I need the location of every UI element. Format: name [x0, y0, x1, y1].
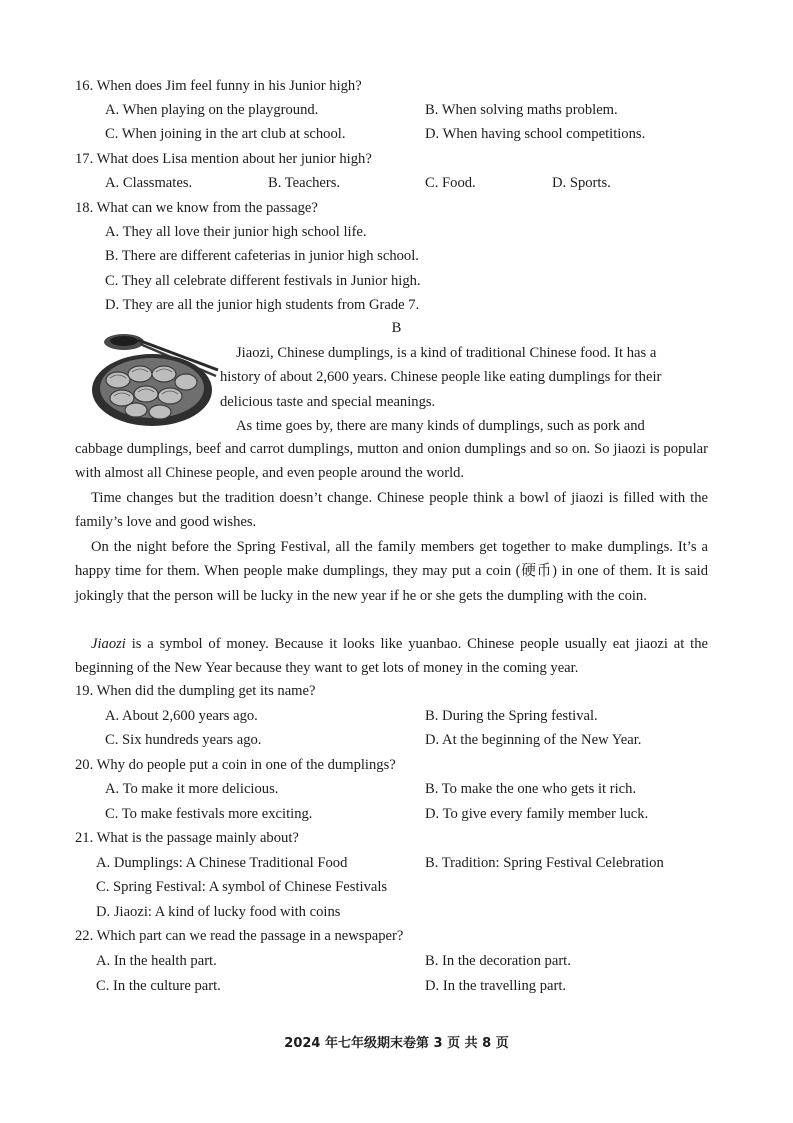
q16-option-b: B. When solving maths problem.: [425, 102, 618, 118]
q18-option-c: C. They all celebrate different festivals in Junior high.: [105, 273, 421, 289]
q22-option-c: C. In the culture part.: [96, 978, 221, 994]
q20-option-d: D. To give every family member luck.: [425, 806, 649, 822]
question-22: 22. Which part can we read the passage in a newspaper?: [75, 928, 404, 944]
q21-option-b: B. Tradition: Spring Festival Celebration: [425, 855, 664, 871]
q19-option-a: A. About 2,600 years ago.: [105, 708, 258, 724]
question-21: 21. What is the passage mainly about?: [75, 830, 299, 846]
passage-p3: Time changes but the tradition doesn’t change. Chinese people think a bowl of jiaozi is filled with the family’s love and good wishes.: [75, 490, 708, 531]
page-footer: 2024 年七年级期末卷第 3 页 共 8 页: [284, 1036, 509, 1051]
passage-p1-line2: history of about 2,600 years. Chinese people like eating dumplings for their: [220, 369, 662, 385]
passage-p1-line1: Jiaozi, Chinese dumplings, is a kind of traditional Chinese food. It has a: [236, 345, 657, 361]
question-19: 19. When did the dumpling get its name?: [75, 683, 316, 699]
q19-option-b: B. During the Spring festival.: [425, 708, 598, 724]
question-18: 18. What can we know from the passage?: [75, 200, 318, 216]
passage-p5-text: is a symbol of money. Because it looks like yuanbao. Chinese people usually eat jiaozi at the beginning of the New Year because they want to get lots of money in the coming year.: [75, 636, 708, 677]
q21-option-a: A. Dumplings: A Chinese Traditional Food: [96, 855, 348, 871]
dumplings-plate-image: [92, 330, 220, 428]
passage-p1-line3: delicious taste and special meanings.: [220, 394, 436, 410]
q17-option-c: C. Food.: [425, 175, 476, 191]
q22-option-a: A. In the health part.: [96, 953, 217, 969]
q16-option-c: C. When joining in the art club at school.: [105, 126, 346, 142]
passage-p2-rest: cabbage dumplings, beef and carrot dumplings, mutton and onion dumplings and so on. So jiaozi is popular with almost all Chinese people, and even people around the world.: [75, 441, 708, 482]
q17-option-b: B. Teachers.: [268, 175, 341, 191]
passage-p5: [75, 632, 708, 681]
q17-option-a: A. Classmates.: [105, 175, 193, 191]
q19-option-d: D. At the beginning of the New Year.: [425, 732, 642, 748]
question-17: 17. What does Lisa mention about her junior high?: [75, 151, 372, 167]
q18-option-a: A. They all love their junior high school life.: [105, 224, 367, 240]
q22-option-b: B. In the decoration part.: [425, 953, 571, 969]
q18-option-d: D. They are all the junior high students from Grade 7.: [105, 297, 420, 313]
q20-option-a: A. To make it more delicious.: [105, 781, 279, 797]
section-b-heading: B: [391, 320, 402, 336]
q16-option-d: D. When having school competitions.: [425, 126, 646, 142]
q21-option-d: D. Jiaozi: A kind of lucky food with coins: [96, 904, 341, 920]
q22-option-d: D. In the travelling part.: [425, 978, 567, 994]
passage-p5-italic-word: Jiaozi: [91, 636, 126, 652]
question-16: 16. When does Jim feel funny in his Junior high?: [75, 78, 362, 94]
q16-option-a: A. When playing on the playground.: [105, 102, 319, 118]
passage-p2-line1: As time goes by, there are many kinds of dumplings, such as pork and: [236, 418, 645, 434]
q21-option-c: C. Spring Festival: A symbol of Chinese Festivals: [96, 879, 388, 895]
q17-option-d: D. Sports.: [552, 175, 611, 191]
question-20: 20. Why do people put a coin in one of the dumplings?: [75, 757, 396, 773]
q20-option-c: C. To make festivals more exciting.: [105, 806, 313, 822]
passage-p4: On the night before the Spring Festival, all the family members get together to make dumplings. It’s a happy time for them. When people make dumplings, they may put a coin (硬币) in one of them. It is said jokingly that the person will be lucky in the new year if he or she gets the dumpling with the coin.: [75, 539, 708, 604]
q20-option-b: B. To make the one who gets it rich.: [425, 781, 637, 797]
q18-option-b: B. There are different cafeterias in junior high school.: [105, 248, 419, 264]
q19-option-c: C. Six hundreds years ago.: [105, 732, 262, 748]
